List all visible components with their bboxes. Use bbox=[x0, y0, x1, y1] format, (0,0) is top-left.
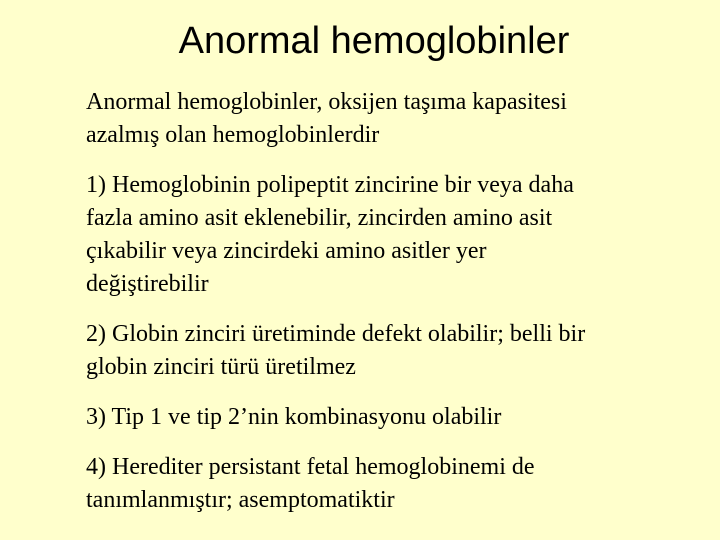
paragraph-item-3: 3) Tip 1 ve tip 2’nin kombinasyonu olabilir bbox=[86, 404, 502, 430]
paragraph-item-2: 2) Globin zinciri üretiminde defekt olabilir; belli bir globin zinciri türü üretilmez bbox=[86, 321, 586, 380]
paragraph-intro: Anormal hemoglobinler, oksijen taşıma kapasitesi azalmış olan hemoglobinlerdir bbox=[86, 89, 567, 148]
slide-body bbox=[86, 86, 686, 517]
slide-title: Anormal hemoglobinler bbox=[178, 20, 570, 62]
paragraph-item-4: 4) Herediter persistant fetal hemoglobinemi de tanımlanmıştır; asemptomatiktir bbox=[86, 454, 535, 513]
paragraph-item-1: 1) Hemoglobinin polipeptit zincirine bir veya daha fazla amino asit eklenebilir, zincirden amino asit çıkabilir veya zincirdeki amino asitler yer değiştirebilir bbox=[86, 172, 574, 297]
